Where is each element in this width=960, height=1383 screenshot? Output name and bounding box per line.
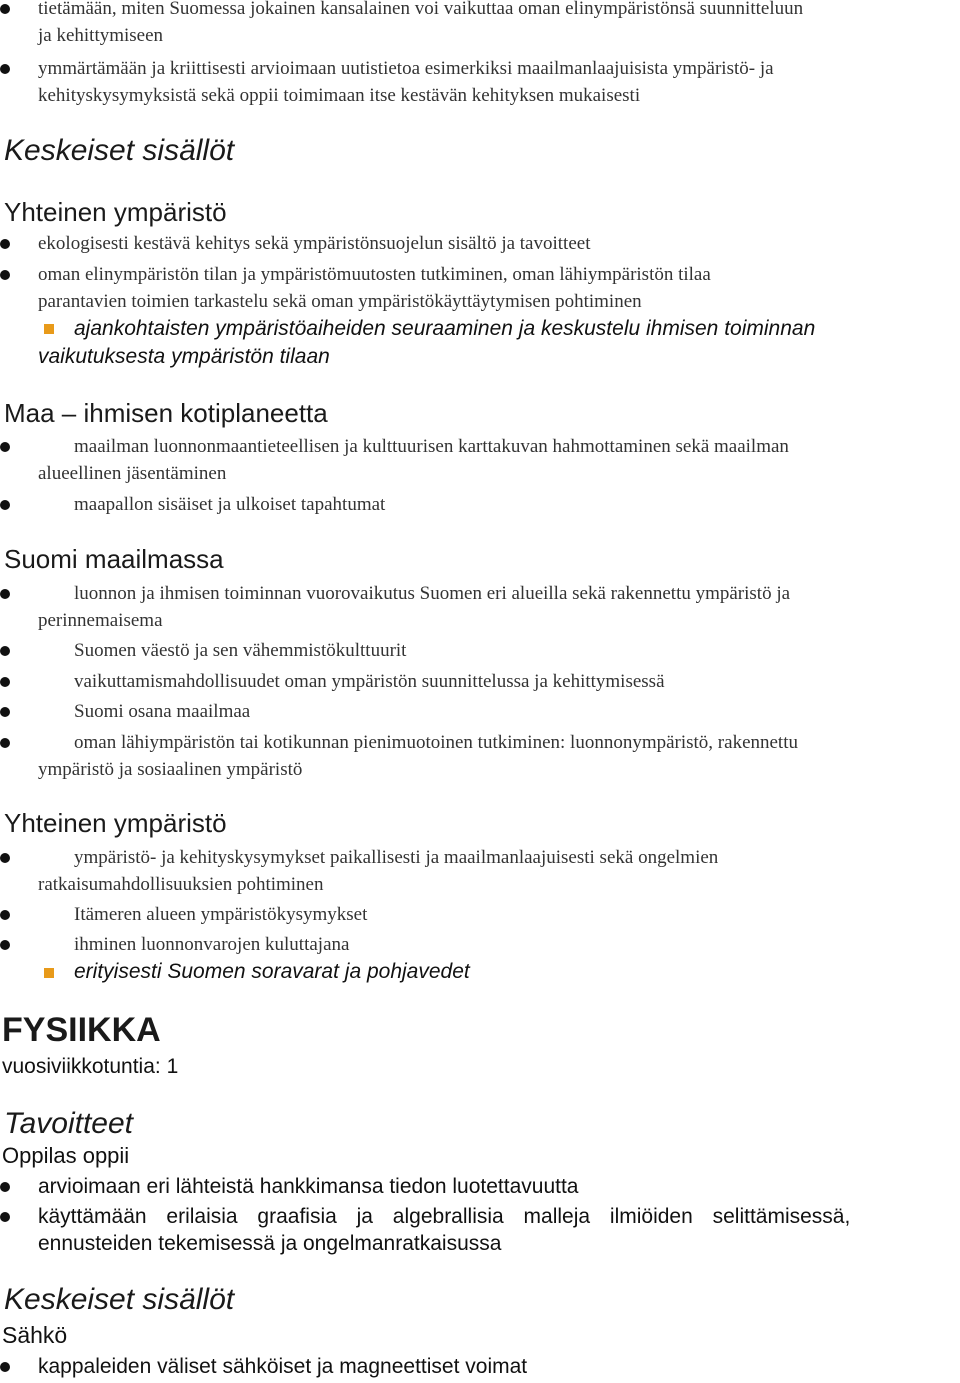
list-item: ekologisesti kestävä kehitys sekä ympäristönsuojelun sisältö ja tavoitteet — [38, 233, 591, 254]
list-item: ympäristö- ja kehityskysymykset paikallisesti ja maailmanlaajuisesti sekä ongelmien — [74, 847, 719, 868]
list-item: luonnon ja ihmisen toiminnan vuorovaikutus Suomen eri alueilla sekä rakennettu ympäristö ja — [74, 583, 791, 604]
list-item: Itämeren alueen ympäristökysymykset — [74, 904, 368, 925]
bullet-dot — [0, 677, 10, 687]
bullet-dot — [0, 1212, 10, 1222]
intro-line-3: ymmärtämään ja kriittisesti arvioimaan uutistietoa esimerkiksi maailmanlaajuisista ympäristö- ja — [38, 58, 774, 79]
heading-keskeiset-sisallot-2: Keskeiset sisällöt — [4, 1283, 235, 1316]
section-title-yhteinen-ymparisto: Yhteinen ympäristö — [4, 197, 227, 227]
bullet-dot — [0, 500, 10, 510]
intro-line-4: kehityskysymyksistä sekä oppii toimimaan itse kestävän kehityksen mukaisesti — [38, 85, 641, 106]
section-title-suomi-maailmassa: Suomi maailmassa — [4, 544, 224, 574]
bullet-dot — [0, 707, 10, 717]
weekly-hours: vuosiviikkotuntia: 1 — [2, 1055, 179, 1078]
subject-title-fysiikka: FYSIIKKA — [2, 1011, 161, 1049]
list-item: vaikuttamismahdollisuudet oman ympäristön suunnittelussa ja kehittymisessä — [74, 671, 665, 692]
list-item: Suomen väestö ja sen vähemmistökulttuurit — [74, 640, 407, 661]
bullet-dot — [0, 940, 10, 950]
sub-item: erityisesti Suomen soravarat ja pohjavedet — [74, 960, 470, 983]
section-title-maa: Maa – ihmisen kotiplaneetta — [4, 398, 328, 428]
list-item: käyttämään erilaisia graafisia ja algebrallisia malleja ilmiöiden selittämisessä, — [38, 1205, 851, 1228]
bullet-dot — [0, 239, 10, 249]
list-item-continued: ympäristö ja sosiaalinen ympäristö — [38, 759, 303, 780]
list-item: oman lähiympäristön tai kotikunnan pienimuotoinen tutkiminen: luonnonympäristö, rakennettu — [74, 732, 798, 753]
bullet-square-icon — [44, 324, 54, 334]
intro-line-2: ja kehittymiseen — [38, 25, 164, 46]
bullet-dot — [0, 4, 10, 14]
list-item: ihminen luonnonvarojen kuluttajana — [74, 934, 350, 955]
sub-item-continued: vaikutuksesta ympäristön tilaan — [38, 345, 330, 368]
list-item: kappaleiden väliset sähköiset ja magneettiset voimat — [38, 1355, 528, 1378]
section-title-yhteinen-ymparisto-2: Yhteinen ympäristö — [4, 808, 227, 838]
section-title-sahko: Sähkö — [2, 1322, 68, 1348]
heading-keskeiset-sisallot: Keskeiset sisällöt — [4, 134, 235, 167]
list-item-continued: alueellinen jäsentäminen — [38, 463, 227, 484]
list-item: Suomi osana maailmaa — [74, 701, 251, 722]
list-item: maailman luonnonmaantieteellisen ja kulttuurisen karttakuvan hahmottaminen sekä maailman — [74, 436, 789, 457]
sub-item: ajankohtaisten ympäristöaiheiden seuraaminen ja keskustelu ihmisen toiminnan — [74, 317, 816, 340]
heading-tavoitteet: Tavoitteet — [4, 1107, 133, 1140]
list-item-continued: parantavien toimien tarkastelu sekä oman ympäristökäyttäytymisen pohtiminen — [38, 291, 642, 312]
list-item: maapallon sisäiset ja ulkoiset tapahtumat — [74, 494, 386, 515]
list-item-continued: perinnemaisema — [38, 610, 163, 631]
bullet-dot — [0, 910, 10, 920]
bullet-dot — [0, 646, 10, 656]
intro-line-1: tietämään, miten Suomessa jokainen kansalainen voi vaikuttaa oman elinympäristönsä suunnitteluun — [38, 0, 804, 19]
list-item: oman elinympäristön tilan ja ympäristömuutosten tutkiminen, oman lähiympäristön tilaa — [38, 264, 711, 285]
bullet-dot — [0, 738, 10, 748]
bullet-dot — [0, 64, 10, 74]
bullet-dot — [0, 442, 10, 452]
bullet-square-icon — [44, 968, 54, 978]
bullet-dot — [0, 1362, 10, 1372]
list-item-continued: ratkaisumahdollisuuksien pohtiminen — [38, 874, 324, 895]
list-item: arvioimaan eri lähteistä hankkimansa tiedon luotettavuutta — [38, 1175, 579, 1198]
bullet-dot — [0, 589, 10, 599]
list-item-continued: ennusteiden tekemisessä ja ongelmanratkaisussa — [38, 1232, 502, 1255]
oppilas-oppii: Oppilas oppii — [2, 1143, 130, 1168]
bullet-dot — [0, 1182, 10, 1192]
bullet-dot — [0, 853, 10, 863]
bullet-dot — [0, 270, 10, 280]
